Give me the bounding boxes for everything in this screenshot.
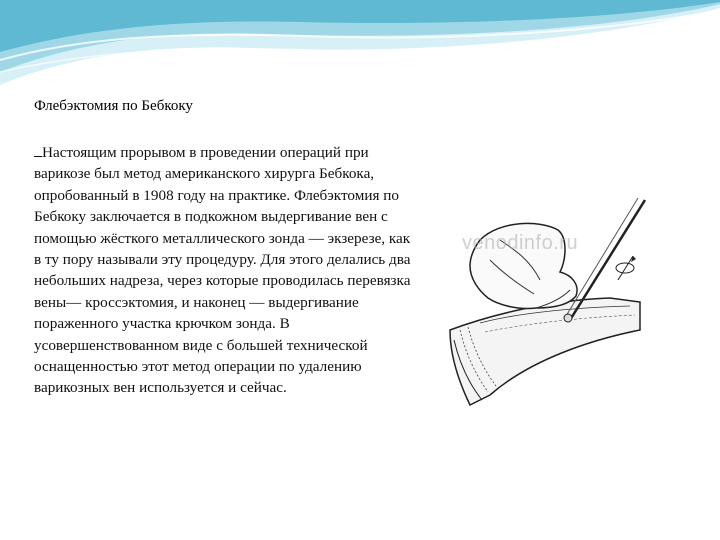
slide-title: Флебэктомия по Бебкоку: [34, 98, 193, 114]
watermark: venodinfo.ru: [462, 232, 579, 254]
header-wave-decoration: [0, 0, 720, 90]
surgery-illustration: [440, 180, 650, 420]
slide-body-content: Настоящим прорывом в проведении операций при варикозе был метод американского хирурга Бебкока, опробованный в 1908 году на практике. Флебэктомия по Бебкоку заключается в подкожном выдергивание вен с помощью жёсткого металлического зонда — экзерезе, как в ту пору называли эту процедуру. Для этого делались два небольших надреза, через которые проводилась перевязка вены— кроссэктомия, и наконец — выдергивание пораженного участка крючком зонда. В усовершенствованном виде с большей технической оснащенностью этот метод операции по удалению варикозных вен используется и сейчас.: [34, 144, 411, 397]
indent-mark: [34, 144, 42, 157]
slide-body-text: [34, 142, 418, 399]
